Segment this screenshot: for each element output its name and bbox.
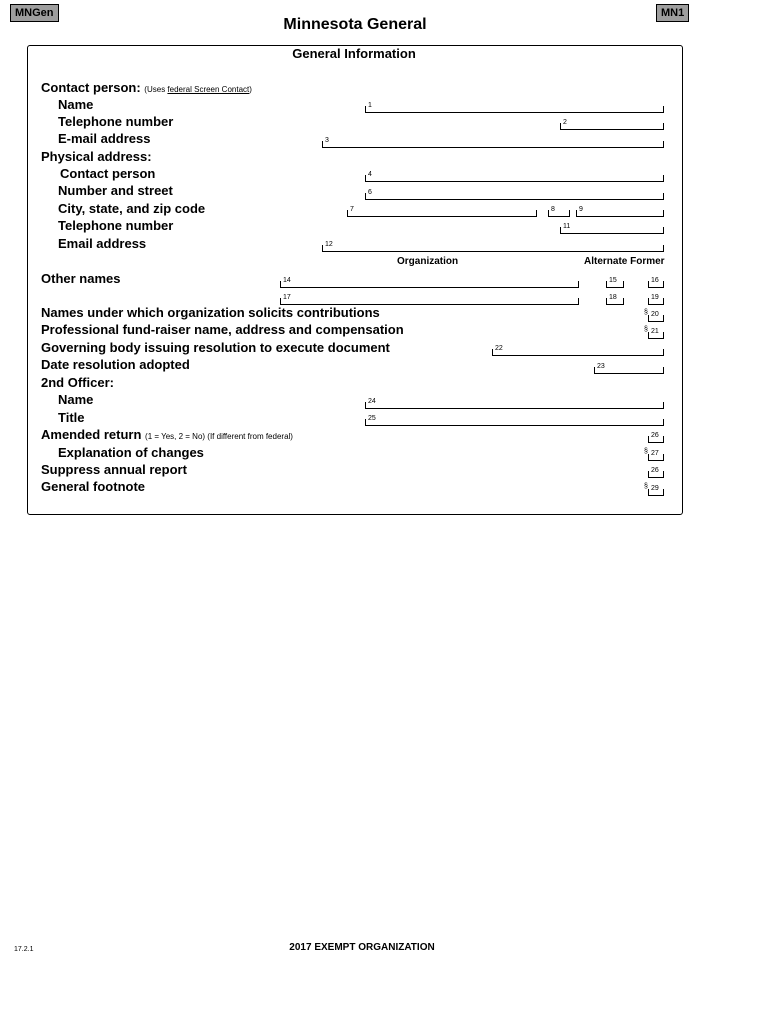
phys-email-field[interactable]: 12: [322, 245, 664, 252]
statement-icon[interactable]: §: [644, 326, 648, 333]
other-name-1-field[interactable]: 14: [280, 281, 579, 288]
officer-name-label: Name: [58, 392, 94, 407]
governing-body-field[interactable]: 22: [492, 349, 664, 356]
contact-telephone-label: Telephone number: [58, 114, 174, 129]
phys-contact-label: Contact person: [60, 166, 156, 181]
contact-note: (Uses federal Screen Contact): [144, 85, 252, 94]
amended-return-note: (1 = Yes, 2 = No) (If different from federal): [145, 432, 293, 441]
form-code-tag: MNGen: [10, 4, 59, 22]
solicits-field[interactable]: 20: [648, 315, 664, 322]
contact-email-field[interactable]: 3: [322, 141, 664, 148]
other-name-2-former-checkbox[interactable]: 19: [648, 298, 664, 305]
phys-telephone-field[interactable]: 11: [560, 227, 664, 234]
page-title: Minnesota General: [283, 16, 427, 33]
contact-name-label: Name: [58, 97, 94, 112]
federal-screen-contact-link[interactable]: federal Screen Contact: [167, 85, 250, 94]
alternate-former-column-header: Alternate Former: [584, 256, 665, 267]
other-name-1-former-checkbox[interactable]: 16: [648, 281, 664, 288]
officer-name-field[interactable]: 24: [365, 402, 664, 409]
suppress-report-field[interactable]: 26: [648, 471, 664, 478]
date-adopted-field[interactable]: 23: [594, 367, 664, 374]
phys-city-field[interactable]: 7: [347, 210, 537, 217]
contact-person-label: Contact person:: [41, 80, 141, 95]
statement-icon[interactable]: §: [644, 483, 648, 490]
explanation-label: Explanation of changes: [58, 445, 204, 460]
other-name-2-field[interactable]: 17: [280, 298, 579, 305]
contact-name-field[interactable]: 1: [365, 106, 664, 113]
general-footnote-field[interactable]: 29: [648, 489, 664, 496]
fundraiser-field[interactable]: 21: [648, 332, 664, 339]
officer-title-field[interactable]: 25: [365, 419, 664, 426]
solicits-label: Names under which organization solicits contributions: [41, 305, 380, 320]
phys-zip-field[interactable]: 9: [576, 210, 664, 217]
governing-body-label: Governing body issuing resolution to execute document: [41, 340, 390, 355]
amended-return-label: Amended return: [41, 427, 142, 442]
state-tab-tag[interactable]: MN1: [656, 4, 689, 22]
phys-telephone-label: Telephone number: [58, 218, 174, 233]
second-officer-heading: 2nd Officer:: [41, 375, 114, 390]
organization-column-header: Organization: [397, 256, 459, 267]
other-name-2-alternate-checkbox[interactable]: 18: [606, 298, 624, 305]
other-name-1-alternate-checkbox[interactable]: 15: [606, 281, 624, 288]
footer-title: 2017 EXEMPT ORGANIZATION: [289, 942, 435, 953]
amended-return-field[interactable]: 26: [648, 436, 664, 443]
contact-person-heading: [41, 80, 252, 95]
phys-contact-field[interactable]: 4: [365, 175, 664, 182]
suppress-report-label: Suppress annual report: [41, 462, 187, 477]
other-names-label: Other names: [41, 271, 121, 286]
general-footnote-label: General footnote: [41, 479, 146, 494]
phys-city-label: City, state, and zip code: [58, 201, 206, 216]
date-adopted-label: Date resolution adopted: [41, 357, 190, 372]
version-number: 17.2.1: [14, 946, 34, 953]
contact-email-label: E-mail address: [58, 131, 151, 146]
officer-title-label: Title: [58, 410, 85, 425]
contact-telephone-field[interactable]: 2: [560, 123, 664, 130]
explanation-field[interactable]: 27: [648, 454, 664, 461]
phys-street-label: Number and street: [58, 183, 173, 198]
statement-icon[interactable]: §: [644, 448, 648, 455]
section-title: General Information: [292, 46, 416, 61]
phys-street-field[interactable]: 6: [365, 193, 664, 200]
amended-return-heading: [41, 427, 293, 442]
statement-icon[interactable]: §: [644, 309, 648, 316]
phys-state-field[interactable]: 8: [548, 210, 570, 217]
phys-email-label: Email address: [58, 236, 147, 251]
physical-address-heading: Physical address:: [41, 149, 152, 164]
fundraiser-label: Professional fund-raiser name, address and compensation: [41, 322, 404, 337]
